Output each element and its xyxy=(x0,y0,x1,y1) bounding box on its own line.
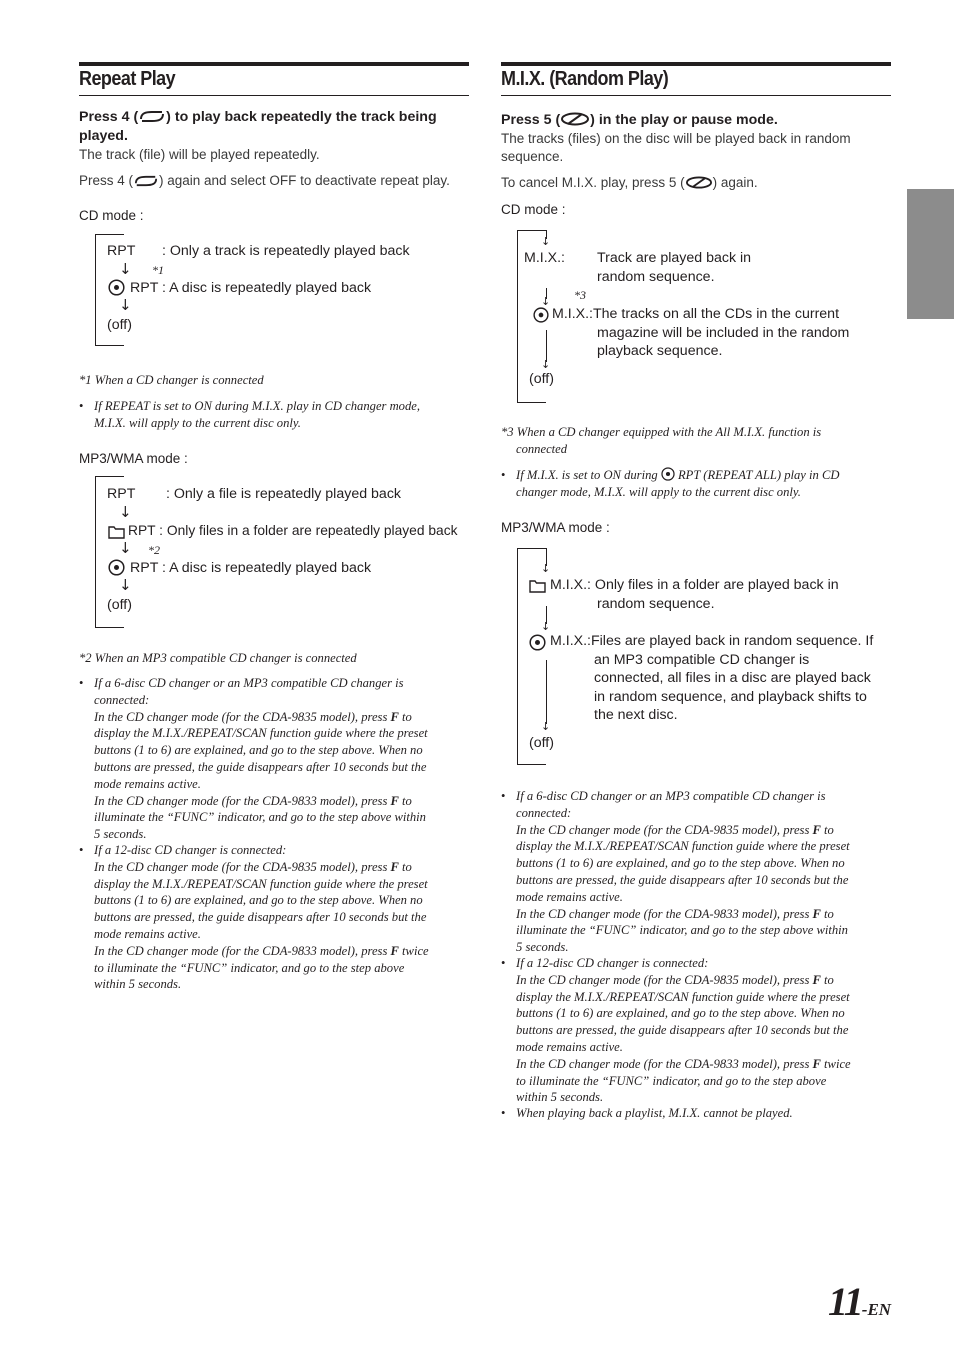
footnote-2: *2 When an MP3 compatible CD changer is connected xyxy=(79,651,357,665)
repeat-play-title: Repeat Play xyxy=(79,68,176,90)
footnote-1: *1 When a CD changer is connected xyxy=(79,373,264,387)
repeat-deactivate-text: Press 4 ( ) again and select OFF to deactivate repeat play. xyxy=(79,173,450,188)
cd-mix-desc-2: random sequence. xyxy=(597,269,715,285)
disc-icon xyxy=(108,559,125,576)
mp3-mode-label: MP3/WMA mode : xyxy=(79,451,188,466)
mp3-disc-mix-1: M.I.X.:Files are played back in random sequence. If xyxy=(550,633,874,649)
down-arrow-icon: ↓ xyxy=(541,358,551,371)
down-arrow-icon: ↓ xyxy=(119,503,132,521)
cd-off: (off) xyxy=(107,317,132,333)
folder-icon xyxy=(529,579,546,593)
bullet: • xyxy=(501,468,506,482)
note-bullet: If REPEAT is set to ON during M.I.X. play in CD changer mode, M.I.X. will apply to the current disc only. xyxy=(94,399,421,430)
title-rule-bottom xyxy=(501,95,891,96)
cd-mode-label: CD mode : xyxy=(79,208,144,223)
disc-icon xyxy=(661,467,675,481)
changer-12disc-note: If a 12-disc CD changer is connected: In the CD changer mode (for the CDA-9835 model), press F to display the M.I.X./REPEAT/SCAN function guide where the preset buttons (1 to 6) are explained, and go to the step above. When no buttons are pressed, the guide disappears after 10 seconds but the mode remains active. In the CD changer mode (for the CDA-9833 model), press F twice to illuminate the “FUNC” indicator, and go to the step above within 5 seconds. xyxy=(94,843,429,992)
down-arrow-icon: ↓ xyxy=(541,620,551,633)
down-arrow-icon: ↓ xyxy=(119,260,132,278)
bullet: • xyxy=(79,399,84,413)
mp3-off: (off) xyxy=(529,735,554,751)
footnote-mark: *3 xyxy=(574,288,586,302)
down-arrow-icon: ↓ xyxy=(119,296,132,314)
mp3-disc-mix-3: connected, all files in a disc are played back xyxy=(594,670,871,686)
mp3-mode-label: MP3/WMA mode : xyxy=(501,520,610,535)
flow-line xyxy=(546,660,547,724)
mp3-disc-mix-4: in random sequence, and playback shifts to xyxy=(594,689,867,705)
down-arrow-icon: ↓ xyxy=(541,720,551,733)
footnote-mark: *1 xyxy=(152,263,164,277)
mp3-folder-mix-1: M.I.X.: Only files in a folder are played back in xyxy=(550,577,839,593)
down-arrow-icon: ↓ xyxy=(541,295,551,308)
note-bullet: If M.I.X. is set to ON during RPT (REPEAT ALL) play in CD changer mode, M.I.X. will apply to the current disc only. xyxy=(516,468,840,499)
repeat-description: The track (file) will be played repeatedly. xyxy=(79,147,320,162)
repeat-icon xyxy=(138,110,166,123)
playlist-note: When playing back a playlist, M.I.X. cannot be played. xyxy=(516,1106,793,1120)
mp3-disc-mix-2: an MP3 compatible CD changer is xyxy=(594,652,810,668)
mp3-disc-rpt: RPT : A disc is repeatedly played back xyxy=(130,560,372,576)
changer-12disc-note: If a 12-disc CD changer is connected: In the CD changer mode (for the CDA-9835 model), press F to display the M.I.X./REPEAT/SCAN function guide where the preset buttons (1 to 6) are explained, and go to the step above. When no buttons are pressed, the guide disappears after 10 seconds but the mode remains active. In the CD changer mode (for the CDA-9833 model), press F twice to illuminate the “FUNC” indicator, and go to the step above within 5 seconds. xyxy=(516,956,851,1105)
mp3-folder-rpt: RPT : Only files in a folder are repeatedly played back xyxy=(128,523,458,538)
mp3-disc-mix-5: the next disc. xyxy=(594,707,678,723)
repeat-icon xyxy=(133,175,159,187)
mp3-off: (off) xyxy=(107,597,132,613)
cd-all-mix-3: playback sequence. xyxy=(597,343,723,359)
cd-rpt-desc: : Only a track is repeatedly played back xyxy=(162,243,410,259)
changer-6disc-note: If a 6-disc CD changer or an MP3 compatible CD changer is connected: In the CD changer mode (for the CDA-9835 model), press F to display the M.I.X./REPEAT/SCAN function guide where the preset buttons (1 to 6) are explained, and go to the step above. When no buttons are pressed, the guide disappears after 10 seconds but the mode remains active. In the CD changer mode (for the CDA-9833 model), press F to illuminate the “FUNC” indicator, and go to the step above within 5 seconds. xyxy=(94,676,428,842)
random-icon xyxy=(685,176,713,189)
cd-disc-rpt: RPT : A disc is repeatedly played back xyxy=(130,280,372,296)
down-arrow-icon: ↓ xyxy=(541,235,551,248)
mix-description: The tracks (files) on the disc will be played back in random sequence. xyxy=(501,131,851,164)
random-icon xyxy=(560,112,590,126)
cd-all-mix-2: magazine will be included in the random xyxy=(597,325,850,341)
bullet: • xyxy=(501,789,506,803)
cd-off: (off) xyxy=(529,371,554,387)
cd-mix-label: M.I.X.: xyxy=(524,250,565,266)
down-arrow-icon: ↓ xyxy=(119,539,132,557)
disc-icon xyxy=(108,279,125,296)
mix-title: M.I.X. (Random Play) xyxy=(501,68,669,90)
bullet: • xyxy=(501,956,506,970)
title-rule-top xyxy=(79,62,469,66)
bullet: • xyxy=(79,843,84,857)
repeat-instruction: Press 4 ( ) to play back repeatedly the track being played. xyxy=(79,109,437,144)
cd-mode-label: CD mode : xyxy=(501,202,566,217)
down-arrow-icon: ↓ xyxy=(119,576,132,594)
section-tab xyxy=(907,189,954,319)
mp3-rpt-label: RPT xyxy=(107,486,136,502)
mix-cancel-text: To cancel M.I.X. play, press 5 ( ) again. xyxy=(501,175,758,190)
title-rule-bottom xyxy=(79,95,469,96)
mp3-rpt-desc: : Only a file is repeatedly played back xyxy=(166,486,402,502)
cd-mix-desc-1: Track are played back in xyxy=(597,250,752,266)
mix-instruction: Press 5 ( ) in the play or pause mode. xyxy=(501,112,778,128)
changer-6disc-note: If a 6-disc CD changer or an MP3 compatible CD changer is connected: In the CD changer mode (for the CDA-9835 model), press F to display the M.I.X./REPEAT/SCAN function guide where the preset buttons (1 to 6) are explained, and go to the step above. When no buttons are pressed, the guide disappears after 10 seconds but the mode remains active. In the CD changer mode (for the CDA-9833 model), press F to illuminate the “FUNC” indicator, and go to the step above within 5 seconds. xyxy=(516,789,850,955)
cd-all-mix-1: M.I.X.:The tracks on all the CDs in the current xyxy=(552,306,840,322)
page-number: 11-EN xyxy=(828,1279,892,1324)
folder-icon xyxy=(108,525,125,539)
mp3-folder-mix-2: random sequence. xyxy=(597,596,715,612)
bullet: • xyxy=(501,1106,506,1120)
down-arrow-icon: ↓ xyxy=(541,562,551,575)
cd-rpt-label: RPT xyxy=(107,243,136,259)
disc-icon xyxy=(533,307,549,323)
title-rule-top xyxy=(501,62,891,66)
bullet: • xyxy=(79,676,84,690)
footnote-mark: *2 xyxy=(148,543,160,557)
disc-icon xyxy=(529,634,546,651)
footnote-3: *3 When a CD changer equipped with the All M.I.X. function is connected xyxy=(501,425,822,456)
